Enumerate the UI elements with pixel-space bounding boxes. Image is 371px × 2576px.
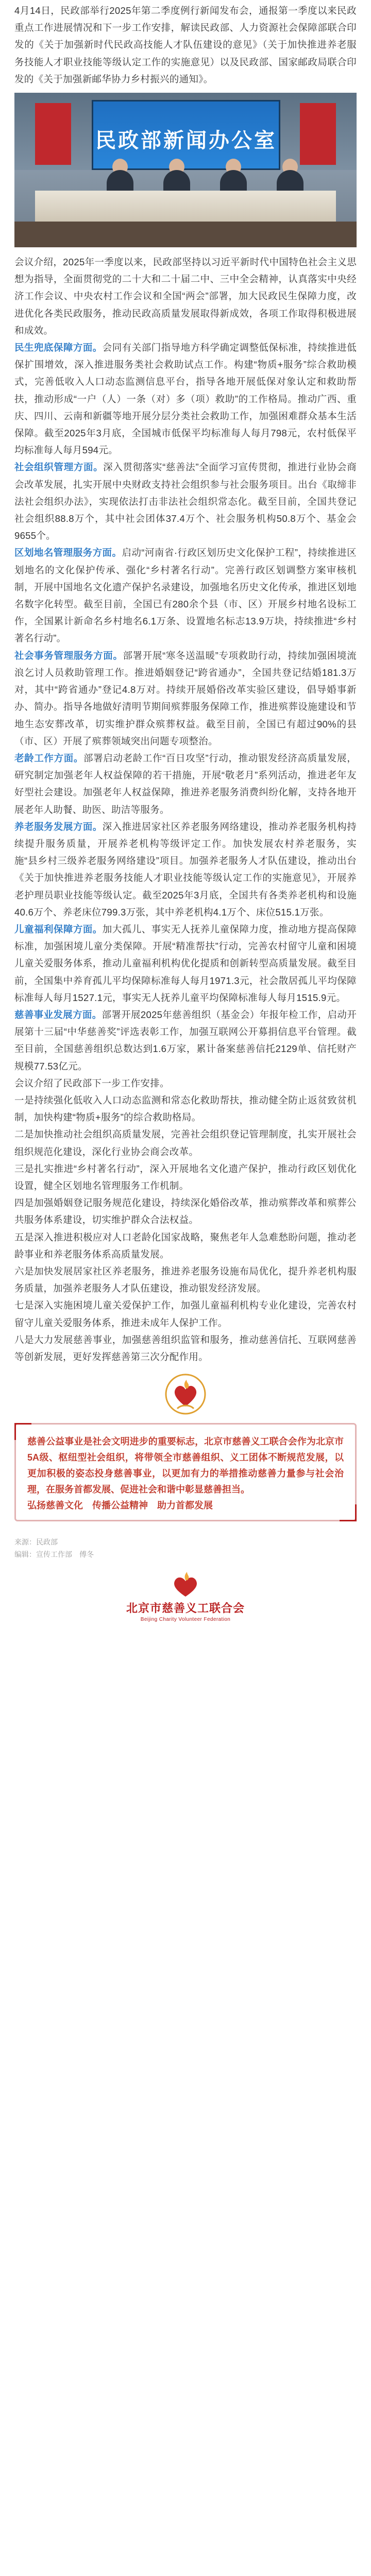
press-conference-photo (14, 93, 357, 247)
emblem-logo (0, 1372, 371, 1416)
section-minsheng: 民生兜底保障方面。会同有关部门指导地方科学确定调整低保标准，持续推进低保扩围增效，深入推进服务类社会救助试点工作。构建“物质+服务”综合救助模式，完善低收入人口动态监测信息平台，指导各地开展低保对象认定和救助帮扶，推动形成“一户（人）一条（对）多（项）救助”的工作格局。推动广西、重庆、四川、云南和新疆等地开展分层分类社会救助工作，加强困难群众基本生活保障。截至2025年3月底，全国城市低保平均标准每人每月798元，农村低保平均标准每人每月594元。 (14, 342, 357, 456)
intro-paragraph: 4月14日，民政部举行2025年第二季度例行新闻发布会，通报第一季度以来民政重点工作进展情况和下一步工作安排，解读民政部、人力资源社会保障部联合印发的《关于加强新时代民政高技能人才队伍建设的意见》（关于加快推进养老服务技能人才职业技能等级认定工作的实施意见）以及民政部、国家邮政局联合印发的《关于加强新邮华协力乡村振兴的通知》。 (14, 5, 357, 84)
heart-flame-icon (164, 1372, 207, 1416)
article-page (0, 2, 371, 1622)
article-meta (14, 1536, 357, 1561)
backdrop-title: 民政部新闻办公室 (95, 129, 277, 153)
next-step-item: 三是扎实推进“乡村著名行动”，深入开展地名文化遗产保护，推动行政区划优化设置，健全区划地名管理服务工作机制。 (14, 1163, 357, 1191)
section-heading: 社会组织管理方面。 (14, 462, 104, 473)
section-social-affairs: 社会事务管理服务方面。部署开展“寒冬送温暖”专项救助行动，持续加强困境流浪乞讨人员救助管理工作。推进婚姻登记“跨省通办”，全国共登记结婚181.3万对，其中“跨省通办”登记4.8万对。持续开展婚俗改革实验区建设，倡导婚事新办、简办。指导各地做好清明节期间殡葬服务保障工作，推进殡葬设施建设和节地生态安葬改革，切实维护群众殡葬权益。截至目前，全国已有超过90%的县（市、区）开展了殡葬领域突出问题专项整治。 (14, 650, 357, 747)
federation-name-en: Beijing Charity Volunteer Federation (140, 1617, 231, 1623)
summary-paragraph: 会议介绍，2025年一季度以来，民政部坚持以习近平新时代中国特色社会主义思想为指导，全面贯彻党的二十大和二十届二中、三中全会精神，认真落实中央经济工作会议、中央农村工作会议和全国“两会”部署，加大民政民生保障力度，改进优化各类民政服务，推动民政高质量发展取得新成效，各项工作取得积极进展和成效。 (14, 257, 357, 336)
next-step-item: 六是加快发展居家社区养老服务，推进养老服务设施布局优化，提升养老机构服务质量，加强养老服务人才队伍建设，推动银发经济发展。 (14, 1266, 357, 1294)
next-step-item: 八是大力发展慈善事业，加强慈善组织监管和服务，推动慈善信托、互联网慈善等创新发展，更好发挥慈善第三次分配作用。 (14, 1334, 357, 1363)
section-place-names: 区划地名管理服务方面。启动“河南省·行政区划历史文化保护工程”，持续推进区划地名的文化保护传承、强化“乡村著名行动”。完善行政区划调整方案审核机制，开展中国地名文化遗产保护名录建设，加强地名历史文化传承，推进区划地名数字化转型。截至目前，全国已有280余个县（市、区）开展乡村地名设标工作，全国累计新命名乡村地名6.1万条、设置地名标志13.9万块，持续推进“乡村著名行动”。 (14, 547, 357, 644)
editor-line: 编辑：宣传工作部 傅冬 (14, 1550, 94, 1559)
next-step-item: 一是持续强化低收入人口动态监测和常态化救助帮扶，推动健全防止返贫致贫机制，加快构建“物质+服务”的综合救助格局。 (14, 1094, 357, 1123)
next-steps-intro: 会议介绍了民政部下一步工作安排。 (14, 1077, 170, 1089)
federation-statement: 慈善公益事业是社会文明进步的重要标志，北京市慈善义工联合会作为北京市5A级、枢纽型社会组织，将带领全市慈善组织、义工团体不断规范发展，以更加积极的姿态投身慈善事业，以更加有力的举措推动慈善力量参与社会治理，在服务首都发展、促进社会和谐中彰显慈善担当。 (27, 1436, 344, 1495)
next-step-item: 七是深入实施困境儿童关爱保护工作，加强儿童福利机构专业化建设，完善农村留守儿童关爱服务体系，推进未成年人保护工作。 (14, 1300, 357, 1328)
section-charity: 慈善事业发展方面。部署开展2025年慈善组织（基金会）年报年检工作，启动开展第十三届“中华慈善奖”评选表彰工作，加强互联网公开募捐信息平台管理。截至目前，全国慈善组织总数达到1.6万家，累计备案慈善信托2129单、信托财产规模77.53亿元。 (14, 1009, 357, 1072)
section-heading: 民生兜底保障方面。 (14, 342, 103, 353)
federation-logo-icon (169, 1570, 202, 1599)
source-line: 来源：民政部 (14, 1538, 58, 1547)
federation-statement-box (14, 1423, 357, 1521)
federation-name: 北京市慈善义工联合会 (126, 1602, 245, 1616)
section-elderly-care: 养老服务发展方面。深入推进居家社区养老服务网络建设，推动养老服务机构持续提升服务质量，开展养老机构等级评定工作。加快发展农村养老服务，实施“县乡村三级养老服务网络建设”项目。加强养老服务人才队伍建设，推动出台《关于加快推进养老服务技能人才职业技能等级认定工作的实施意见》，开展养老护理员职业技能等级认定。截至2025年3月底，全国共有各类养老机构和设施40.6万个、养老床位799.3万张，其中养老机构4.1万个、床位515.1万张。 (14, 821, 357, 918)
federation-slogan: 弘扬慈善文化 传播公益精神 助力首都发展 (27, 1500, 213, 1511)
section-child-welfare: 儿童福利保障方面。加大孤儿、事实无人抚养儿童保障力度，推动地方提高保障标准，加强困境儿童分类保障。开展“精准帮扶”行动，完善农村留守儿童和困境儿童关爱服务体系，推动儿童福利机构优化提质和创新转型高质量发展。截至目前，全国集中养育孤儿平均保障标准每人每月1971.3元，社会散居孤儿平均保障标准每人每月1527.1元，事实无人抚养儿童平均保障标准每人每月1515.9元。 (14, 923, 357, 1003)
section-heading: 社会事务管理服务方面。 (14, 650, 123, 661)
section-heading: 慈善事业发展方面。 (14, 1009, 102, 1020)
section-aging: 老龄工作方面。部署启动老龄工作“百日攻坚”行动，推动银发经济高质量发展，研究制定加强老年人权益保障的若干措施，开展“敬老月”系列活动，推进老年友好型社会建设。加强老年人权益保障，推进养老服务消费纠纷化解，支持各地开展老年人助餐、助医、助洁等服务。 (14, 752, 357, 815)
section-heading: 区划地名管理服务方面。 (14, 547, 122, 558)
section-social-org: 社会组织管理方面。深入贯彻落实“慈善法”全面学习宣传贯彻，推进行业协会商会改革发展，扎实开展中央财政支持社会组织参与社会服务项目。出台《取缔非法社会组织办法》，实现依法打击非法社会组织常态化。截至目前，全国共登记社会组织88.8万个，其中社会团体37.4万个、社会服务机构50.8万个、基金会9655个。 (14, 462, 357, 541)
next-step-item: 五是深入推进积极应对人口老龄化国家战略，聚焦老年人急难愁盼问题，推动老龄事业和养老服务体系高质量发展。 (14, 1231, 357, 1260)
federation-logo (0, 1570, 371, 1622)
next-step-item: 四是加强婚姻登记服务规范化建设，持续深化婚俗改革，推动殡葬改革和殡葬公共服务体系建设，切实维护群众合法权益。 (14, 1197, 357, 1226)
section-heading: 儿童福利保障方面。 (14, 923, 103, 935)
section-heading: 养老服务发展方面。 (14, 821, 103, 832)
next-step-item: 二是加快推动社会组织高质量发展，完善社会组织登记管理制度，扎实开展社会组织规范化建设，深化行业协会商会改革。 (14, 1129, 357, 1157)
section-heading: 老龄工作方面。 (14, 752, 83, 764)
